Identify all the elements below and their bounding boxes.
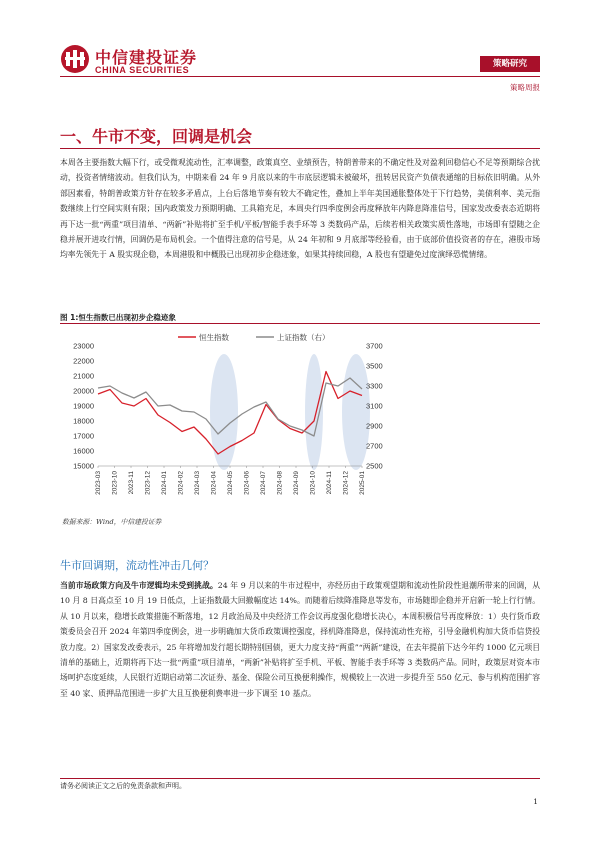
report-category-tag: 策略研究 <box>480 56 540 72</box>
y-left-tick-label: 16000 <box>73 446 94 456</box>
figure-title: 图 1:恒生指数已出现初步企稳迹象 <box>60 313 176 322</box>
y-left-tick-label: 21000 <box>73 371 94 381</box>
footer-divider <box>60 778 540 779</box>
policy-paragraph-lead: 当前市场政策方向及牛市逻辑均未受到挑战。 <box>60 581 218 590</box>
y-left-tick-label: 20000 <box>73 386 94 396</box>
y-left-tick-label: 22000 <box>73 356 94 366</box>
y-right-tick-label: 3700 <box>366 341 383 351</box>
x-tick-label: 2024-04 <box>210 471 218 495</box>
policy-paragraph-body: 24 年 9 月以来的牛市过程中，亦经历由于政策观望期和流动性阶段性退潮所带来的回调，从 10 月 8 日高点至 10 月 19 日低点，上证指数最大回撤幅度达 14%。而随着后续降准降息等发布，市场随即企稳并开启新一轮上行行情。从 10 月以来，稳增长政策措施不断落地，12 月政治局及中央经济工作会议再度强化稳增长决心，本周积极信号再度释放：1）央行货币政策委员会召开 2024 年第四季度例会，进一步明确加大货币政策调控强度，择机降准降息，保持流动性充裕，引导金融机构加大货币信贷投放力度。2）国家发改委表示，25 年将增加发行超长期特别国债，更大力度支持“两重”“两新”建设，在去年提前下达今年约 1000 亿元项目清单的基础上，近期将再下达一批“两重”项目清单，“两新”补贴将扩至手机、平板、智能手表手环等 3 类数码产品。同时，政策层对资本市场呵护态度延续，人民银行近期启动第二次证券、基金、保险公司互换便利操作，规模较上一次进一步提升至 550 亿元、参与机构范围扩容至 40 家、质押品范围进一步扩大且互换便利费率进一步下调至 10 基点。 <box>60 581 540 698</box>
y-left-tick-label: 19000 <box>73 401 94 411</box>
y-left-tick-label: 18000 <box>73 416 94 426</box>
header-divider <box>60 76 540 77</box>
x-tick-label: 2024-09 <box>293 471 300 495</box>
page-header <box>60 38 540 94</box>
section-divider <box>60 148 540 149</box>
y-right-tick-label: 2500 <box>366 461 383 471</box>
x-tick-label: 2024-01 <box>161 471 168 495</box>
x-tick-label: 2024-06 <box>243 471 251 495</box>
highlight-window-0 <box>210 354 238 470</box>
y-right-tick-label: 3300 <box>366 381 383 391</box>
y-right-tick-label: 2700 <box>366 441 383 451</box>
x-tick-label: 2025-01 <box>359 471 366 495</box>
x-tick-label: 2023-11 <box>128 471 135 495</box>
y-right-tick-label: 3100 <box>366 401 383 411</box>
y-right-tick-label: 3500 <box>366 361 383 371</box>
report-type-label: 策略周报 <box>510 83 540 92</box>
figure-source: 数据来源：Wind，中信建投证券 <box>62 518 162 526</box>
policy-paragraph <box>60 578 540 701</box>
highlight-window-1 <box>305 354 323 470</box>
x-tick-label: 2024-12 <box>342 471 350 495</box>
logo-chinese-name: 中信建投证券 <box>95 48 198 67</box>
legend-label-0: 恒生指数 <box>199 333 229 342</box>
hsi-vs-shcomp-line-chart <box>60 324 390 514</box>
page-number: 1 <box>533 797 538 806</box>
y-left-tick-label: 17000 <box>73 431 94 441</box>
x-tick-label: 2024-02 <box>177 471 185 495</box>
x-tick-label: 2023-10 <box>111 471 119 495</box>
x-tick-label: 2024-07 <box>260 471 267 495</box>
section-title: 一、牛市不变，回调是机会 <box>60 127 253 146</box>
x-tick-label: 2024-11 <box>326 471 333 495</box>
y-left-tick-label: 15000 <box>73 461 94 471</box>
logo-mark-icon <box>60 44 90 74</box>
x-tick-label: 2023-03 <box>95 471 102 495</box>
legend-label-1: 上证指数（右） <box>277 333 330 342</box>
x-tick-label: 2024-03 <box>194 471 201 495</box>
x-tick-label: 2024-08 <box>276 471 284 495</box>
x-tick-label: 2023-12 <box>144 471 152 495</box>
subsection-title: 牛市回调期，流动性冲击几何？ <box>60 559 214 572</box>
highlight-window-2 <box>342 354 370 470</box>
disclaimer-note: 请务必阅读正文之后的免责条款和声明。 <box>60 782 186 790</box>
y-left-tick-label: 23000 <box>73 341 94 351</box>
x-tick-label: 2024-10 <box>309 471 317 495</box>
logo-english-name: CHINA SECURITIES <box>95 65 190 75</box>
y-right-tick-label: 2900 <box>366 421 383 431</box>
intro-paragraph: 本周各主要指数大幅下行，或受微观流动性，汇率调整，政策真空、业绩预告，特朗普带来的不确定性及对盈利回稳信心不足等预期综合扰动，投资者情绪波动。但我们认为，中期来看 24 年 9 月底以来的牛市底层逻辑未被破坏，扭转居民资产负债表通缩的目标依旧明确。从外部因素看，特朗普政策方针存在较多矛盾点，上台后落地节奏有较大不确定性，叠加上半年美国通胀整体处于下行趋势，美债利率、美元指数继续上行空间实则有限；国内政策发力预期明确、工具箱充足，本周央行四季度例会再度释放年内降息降准信号，国家发改委表态近期将再下达一批“两重”项目清单、“两新”补贴将扩至手机/平板/智能手表手环等 3 类数码产品，后续若相关政策实质性落地，市场即有望随之企稳并展开进攻行情，回调仍是布局机会。一个值得注意的信号是，从 24 年初和 9 月底部等经验看，由于底部价值投资者的存在，港股市场均率先领先于 A 股实现企稳，本周港股和中概股已出现初步企稳迹象，如果其持续回稳，A 股也有望避免过度演绎恐慌情绪。 <box>60 158 540 260</box>
x-tick-label: 2024-05 <box>227 471 234 495</box>
